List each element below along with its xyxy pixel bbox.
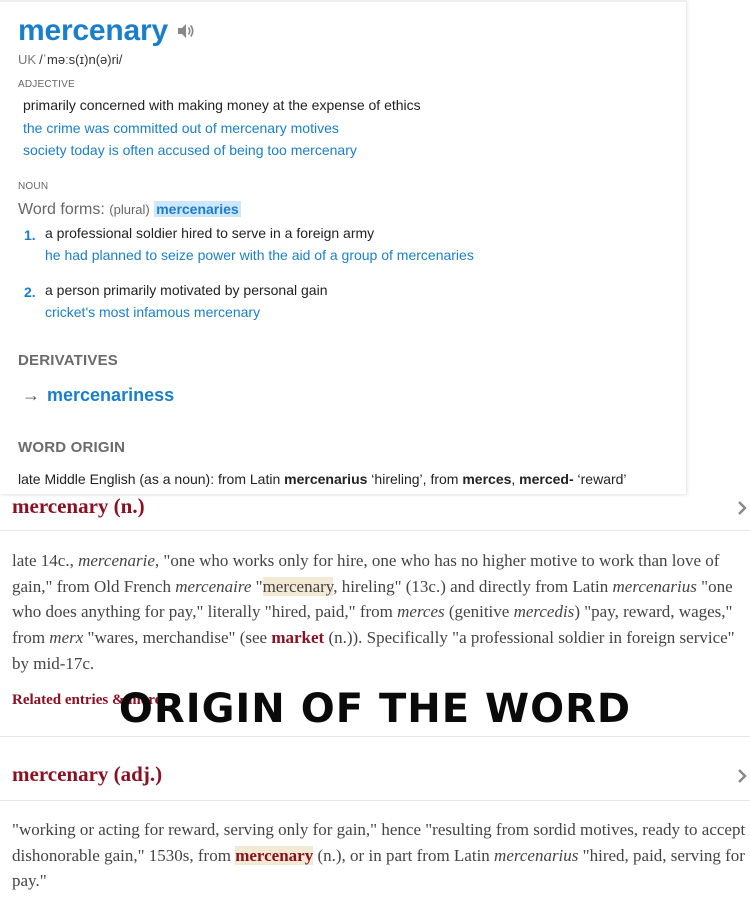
origin-word-2: merces bbox=[462, 471, 512, 487]
etym-italic: mercedis bbox=[513, 602, 575, 622]
derivative-word: mercenariness bbox=[47, 385, 175, 405]
pos-label-adjective: ADJECTIVE bbox=[18, 79, 75, 90]
etym-italic: mercenarius bbox=[612, 576, 697, 596]
chevron-right-icon[interactable] bbox=[736, 500, 748, 516]
pronunciation bbox=[18, 52, 122, 67]
etym-text: "working or acting for reward, serving only for gain," hence "resulting from sordid motives, ready to accept dishonorable gain," 1530s, from bbox=[12, 820, 746, 865]
etym-text: ) "pay, reward, wages," from bbox=[12, 602, 733, 648]
word-forms bbox=[18, 201, 241, 219]
etym-text: , hireling" (13c.) and directly from Latin bbox=[333, 576, 613, 596]
etym-text: (n.), or in part from Latin bbox=[313, 845, 495, 865]
etym-text: "hired, paid, serving for pay." bbox=[12, 845, 745, 891]
origin-text-2: ‘hireling’, from bbox=[367, 471, 463, 487]
speaker-icon[interactable] bbox=[176, 22, 196, 40]
origin-text-1: late Middle English (as a noun): from Latin bbox=[18, 471, 285, 487]
etym-text: late 14c., bbox=[12, 551, 79, 570]
related-entries-link[interactable]: Related entries & more bbox=[12, 692, 162, 708]
pronunciation-region: UK bbox=[18, 52, 37, 67]
arrow-right-icon: → bbox=[22, 385, 40, 405]
etymology-body-adj bbox=[12, 817, 750, 894]
plural-label: (plural) bbox=[109, 202, 150, 217]
divider bbox=[0, 530, 750, 531]
etym-italic: mercenarius bbox=[494, 845, 579, 865]
origin-text-4: ‘reward’ bbox=[573, 471, 627, 487]
etym-highlight: mercenary bbox=[262, 576, 334, 596]
sense-definition-1: a professional soldier hired to serve in a foreign army bbox=[45, 225, 375, 241]
chevron-right-icon[interactable] bbox=[736, 768, 748, 784]
word-forms-label: Word forms: bbox=[18, 201, 105, 218]
etym-italic: merces bbox=[397, 602, 445, 622]
adjective-definition: primarily concerned with making money at the expense of ethics bbox=[23, 97, 421, 113]
etym-text: (genitive bbox=[444, 602, 514, 622]
etym-link-mercenary[interactable]: mercenary bbox=[235, 845, 314, 865]
etym-italic: mercenaire bbox=[175, 576, 252, 596]
etym-italic: mercenarie bbox=[78, 551, 155, 570]
etym-italic: merx bbox=[49, 628, 84, 648]
etym-text: "one who does anything for pay," literally "hired, paid," from bbox=[12, 576, 733, 622]
sense-example-1: he had planned to seize power with the aid of a group of mercenaries bbox=[45, 247, 474, 263]
sense-definition-2: a person primarily motivated by personal gain bbox=[45, 282, 328, 298]
headword: mercenary bbox=[18, 14, 168, 47]
overlay-banner: ORIGIN OF THE WORD bbox=[118, 686, 632, 732]
etym-link-market[interactable]: market bbox=[271, 628, 325, 648]
sense-example-2: cricket's most infamous mercenary bbox=[45, 304, 261, 320]
adjective-example-1: the crime was committed out of mercenary motives bbox=[23, 120, 339, 136]
plural-form: mercenaries bbox=[156, 201, 239, 217]
divider bbox=[0, 800, 750, 801]
origin-text-3: , bbox=[511, 471, 520, 487]
divider bbox=[0, 736, 750, 737]
etym-text: , "one who works only for hire, one who has no higher motive to work than love of gain," from Old French bbox=[12, 551, 720, 596]
origin-word-3: merced- bbox=[519, 471, 574, 487]
origin-word-1: mercenarius bbox=[284, 471, 368, 487]
sense-number-2: 2. bbox=[24, 284, 36, 300]
etymology-heading-adj[interactable]: mercenary (adj.) bbox=[12, 762, 163, 786]
etym-text: " bbox=[251, 576, 263, 596]
word-origin-heading: WORD ORIGIN bbox=[18, 439, 126, 456]
pronunciation-ipa: /ˈməːs(ɪ)n(ə)ri/ bbox=[39, 52, 123, 67]
etym-text: (n.)). Specifically "a professional soldier in foreign service" by mid-17c. bbox=[12, 628, 735, 673]
word-origin-text bbox=[18, 471, 627, 487]
etymology-body-noun bbox=[12, 548, 750, 677]
sense-number-1: 1. bbox=[24, 227, 36, 243]
etymology-heading-noun[interactable]: mercenary (n.) bbox=[12, 494, 145, 518]
headword-row bbox=[18, 14, 196, 48]
derivatives-heading: DERIVATIVES bbox=[18, 352, 118, 369]
adjective-example-2: society today is often accused of being too mercenary bbox=[23, 142, 357, 158]
derivative[interactable] bbox=[22, 385, 174, 406]
etym-text: "wares, merchandise" (see bbox=[83, 628, 272, 648]
pos-label-noun: NOUN bbox=[18, 181, 49, 192]
